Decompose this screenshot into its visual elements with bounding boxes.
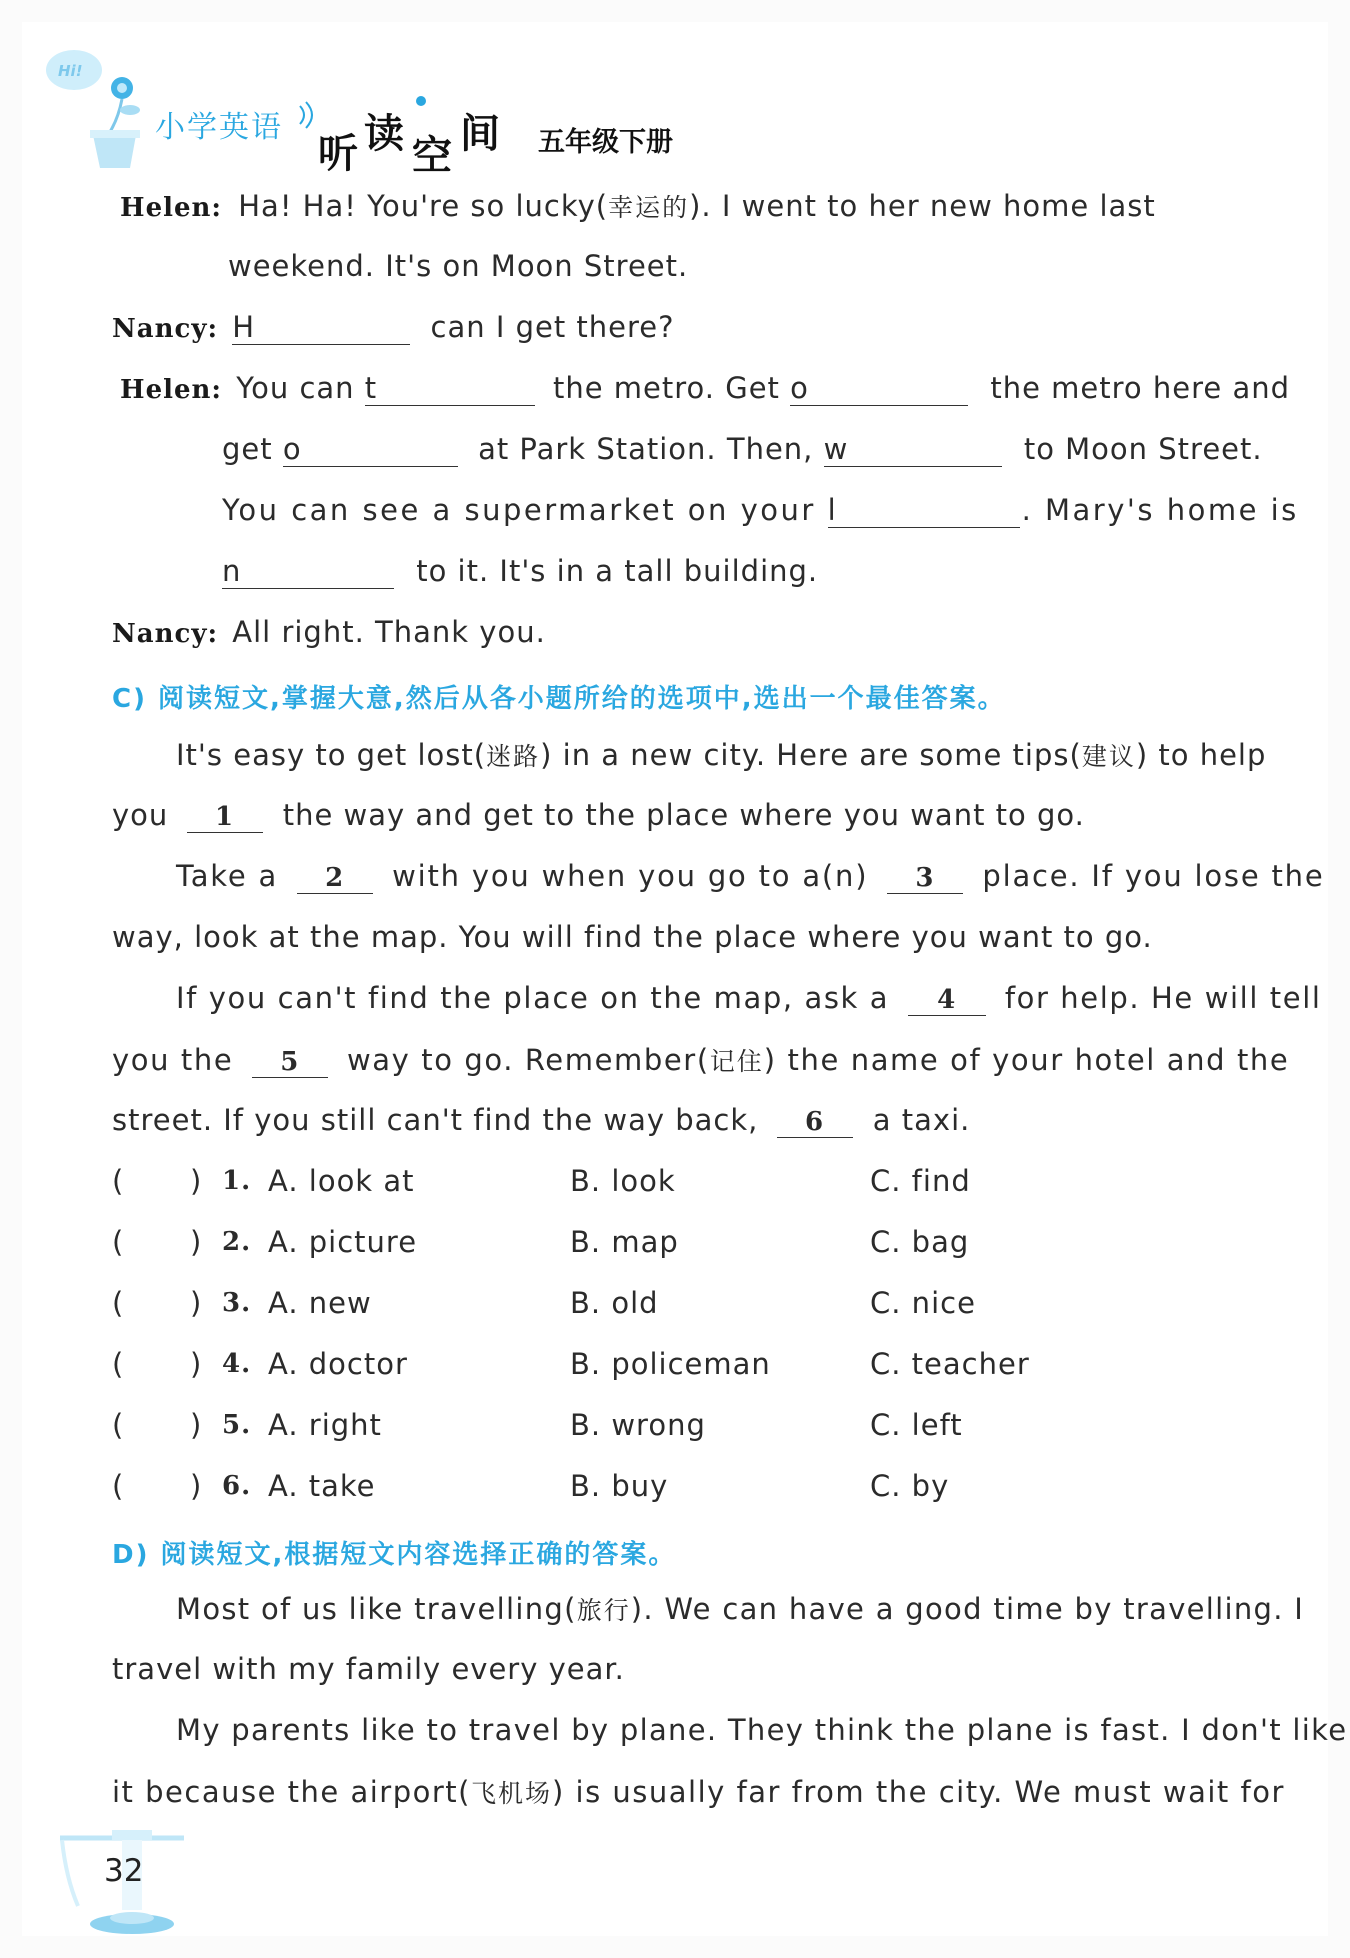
passage-text: Most of us like travelling( xyxy=(176,1592,577,1626)
passage-line xyxy=(112,1103,970,1138)
passage-text: ) the name of your hotel and the xyxy=(763,1043,1290,1077)
passage-text: ). We can have a good time by travelling. I xyxy=(630,1592,1305,1626)
speaker-nancy: Nancy: xyxy=(112,619,219,649)
blank-number[interactable]: 3 xyxy=(887,863,963,894)
answer-paren-close[interactable]: ) xyxy=(190,1164,203,1198)
dialogue-line xyxy=(222,554,818,589)
dialogue-line xyxy=(228,249,688,283)
chinese-gloss: 旅行 xyxy=(576,1596,631,1625)
chinese-gloss: 飞机场 xyxy=(470,1779,552,1808)
passage-line xyxy=(112,798,1085,833)
fill-blank[interactable] xyxy=(824,432,1002,467)
passage-line xyxy=(176,737,1266,773)
dialogue-text: ). I went to her new home last xyxy=(689,189,1156,223)
option-c[interactable]: C. bag xyxy=(870,1225,970,1259)
passage-text: If you can't find the place on the map, ask a xyxy=(176,981,890,1015)
blank-hint: o xyxy=(282,432,302,466)
speaker-nancy: Nancy: xyxy=(112,314,219,344)
option-b[interactable]: B. wrong xyxy=(570,1408,706,1442)
option-a[interactable]: A. look at xyxy=(268,1164,415,1198)
question-number: 1. xyxy=(222,1166,252,1196)
series-name: 小学英语 xyxy=(155,110,283,145)
blank-number[interactable]: 6 xyxy=(777,1107,853,1138)
dialogue-text: All right. Thank you. xyxy=(232,615,546,649)
dialogue-text: to Moon Street. xyxy=(1023,432,1263,466)
hi-badge: Hi! xyxy=(58,62,83,80)
title-char-1: 听 xyxy=(318,131,358,177)
dialogue-line xyxy=(112,310,675,345)
option-a[interactable]: A. take xyxy=(268,1469,376,1503)
question-number: 3. xyxy=(222,1288,252,1318)
option-a[interactable]: A. picture xyxy=(268,1225,418,1259)
dialogue-line xyxy=(222,432,1263,467)
dialogue-text: the metro here and xyxy=(990,371,1291,405)
passage-text: you xyxy=(112,798,169,832)
passage-text: it because the airport( xyxy=(112,1775,471,1809)
passage-line xyxy=(112,920,1153,954)
dialogue-text: to it. It's in a tall building. xyxy=(416,554,819,588)
passage-text: for help. He will tell xyxy=(1004,981,1322,1015)
speaker-helen: Helen: xyxy=(120,375,223,405)
dialogue-text: can I get there? xyxy=(430,310,675,344)
title-char-2: 读 xyxy=(364,111,404,157)
blank-number[interactable]: 1 xyxy=(187,802,263,833)
passage-line xyxy=(112,1652,625,1686)
passage-text: place. If you lose the xyxy=(982,859,1325,893)
passage-text: a taxi. xyxy=(872,1103,971,1137)
passage-text: way, look at the map. You will find the place where you want to go. xyxy=(112,920,1153,954)
chinese-gloss: 幸运的 xyxy=(608,193,690,222)
answer-paren-close[interactable]: ) xyxy=(190,1408,203,1442)
fill-blank[interactable] xyxy=(828,493,1020,528)
page-number: 32 xyxy=(104,1853,144,1889)
dialogue-line xyxy=(120,188,1156,224)
question-number: 4. xyxy=(222,1349,252,1379)
answer-paren-close[interactable]: ) xyxy=(190,1347,203,1381)
fill-blank[interactable] xyxy=(365,371,535,406)
answer-paren-open[interactable]: ( xyxy=(112,1408,125,1442)
question-number: 6. xyxy=(222,1471,252,1501)
dialogue-text: You can xyxy=(236,371,355,405)
blank-hint: w xyxy=(823,432,849,466)
dialogue-text: get xyxy=(222,432,273,466)
dialogue-text: weekend. It's on Moon Street. xyxy=(228,249,689,283)
chinese-gloss: 记住 xyxy=(709,1047,764,1076)
dialogue-line xyxy=(112,615,546,649)
dialogue-text: Ha! Ha! You're so lucky( xyxy=(238,189,609,223)
dialogue-text: You can see a supermarket on your xyxy=(222,493,816,527)
question-number: 5. xyxy=(222,1410,252,1440)
answer-paren-open[interactable]: ( xyxy=(112,1225,125,1259)
section-d-heading: D) 阅读短文,根据短文内容选择正确的答案。 xyxy=(112,1540,677,1570)
passage-line xyxy=(176,1713,1347,1747)
title-char-3: 空 xyxy=(412,133,452,179)
option-a[interactable]: A. doctor xyxy=(268,1347,408,1381)
passage-line xyxy=(176,859,1324,894)
passage-line xyxy=(176,981,1322,1016)
title-char-4: 间 xyxy=(460,111,500,157)
passage-text: the way and get to the place where you want to go. xyxy=(282,798,1085,832)
passage-text: street. If you still can't find the way back, xyxy=(112,1103,759,1137)
blank-hint: l xyxy=(827,493,839,527)
answer-paren-close[interactable]: ) xyxy=(190,1469,203,1503)
dialogue-line xyxy=(222,493,1299,528)
passage-text: My parents like to travel by plane. They think the plane is fast. I don't like xyxy=(176,1713,1348,1747)
option-a[interactable]: A. right xyxy=(268,1408,382,1442)
fill-blank[interactable] xyxy=(232,310,410,345)
option-c[interactable]: C. left xyxy=(870,1408,963,1442)
option-b[interactable]: B. old xyxy=(570,1286,659,1320)
option-c[interactable]: C. nice xyxy=(870,1286,976,1320)
passage-text: ) to help xyxy=(1135,738,1267,772)
flower-pot-icon xyxy=(38,40,148,170)
chinese-gloss: 建议 xyxy=(1081,742,1136,771)
blank-number[interactable]: 4 xyxy=(908,985,986,1016)
passage-text: with you when you go to a(n) xyxy=(392,859,869,893)
passage-text: travel with my family every year. xyxy=(112,1652,625,1686)
fill-blank[interactable] xyxy=(283,432,458,467)
option-c[interactable]: C. by xyxy=(870,1469,950,1503)
option-c[interactable]: C. find xyxy=(870,1164,971,1198)
answer-paren-open[interactable]: ( xyxy=(112,1164,125,1198)
passage-text: Take a xyxy=(176,859,279,893)
passage-line xyxy=(176,1591,1304,1627)
sound-waves-icon xyxy=(296,100,318,130)
blank-number[interactable]: 2 xyxy=(297,863,373,894)
answer-paren-open[interactable]: ( xyxy=(112,1469,125,1503)
title-dot xyxy=(416,96,426,106)
blank-hint: o xyxy=(790,371,809,405)
question-number: 2. xyxy=(222,1227,252,1257)
speaker-helen: Helen: xyxy=(120,193,223,223)
blank-number[interactable]: 5 xyxy=(252,1047,328,1078)
answer-paren-close[interactable]: ) xyxy=(190,1225,203,1259)
blank-hint: n xyxy=(222,554,242,588)
passage-text: ) is usually far from the city. We must wait for xyxy=(552,1775,1285,1809)
answer-paren-open[interactable]: ( xyxy=(112,1286,125,1320)
dialogue-text: at Park Station. Then, xyxy=(478,432,814,466)
option-b[interactable]: B. look xyxy=(570,1164,676,1198)
section-c-heading: C) 阅读短文,掌握大意,然后从各小题所给的选项中,选出一个最佳答案。 xyxy=(112,684,1006,714)
dialogue-line xyxy=(120,371,1290,406)
blank-hint: H xyxy=(232,310,256,344)
option-b[interactable]: B. policeman xyxy=(570,1347,771,1381)
fill-blank[interactable] xyxy=(790,371,968,406)
dialogue-text: the metro. Get xyxy=(553,371,780,405)
passage-line xyxy=(112,1774,1285,1810)
passage-text: It's easy to get lost( xyxy=(176,738,487,772)
answer-paren-close[interactable]: ) xyxy=(190,1286,203,1320)
blank-hint: t xyxy=(364,371,378,405)
chinese-gloss: 迷路 xyxy=(486,742,541,771)
answer-paren-open[interactable]: ( xyxy=(112,1347,125,1381)
passage-text: way to go. Remember( xyxy=(346,1043,710,1077)
passage-text: ) in a new city. Here are some tips( xyxy=(540,738,1082,772)
option-c[interactable]: C. teacher xyxy=(870,1347,1030,1381)
dialogue-text: . Mary's home is xyxy=(1021,493,1299,527)
grade-label: 五年级下册 xyxy=(538,127,673,158)
passage-line xyxy=(112,1042,1289,1078)
option-b[interactable]: B. buy xyxy=(570,1469,669,1503)
option-b[interactable]: B. map xyxy=(570,1225,679,1259)
option-a[interactable]: A. new xyxy=(268,1286,372,1320)
passage-text: you the xyxy=(112,1043,234,1077)
fill-blank[interactable] xyxy=(222,554,394,589)
